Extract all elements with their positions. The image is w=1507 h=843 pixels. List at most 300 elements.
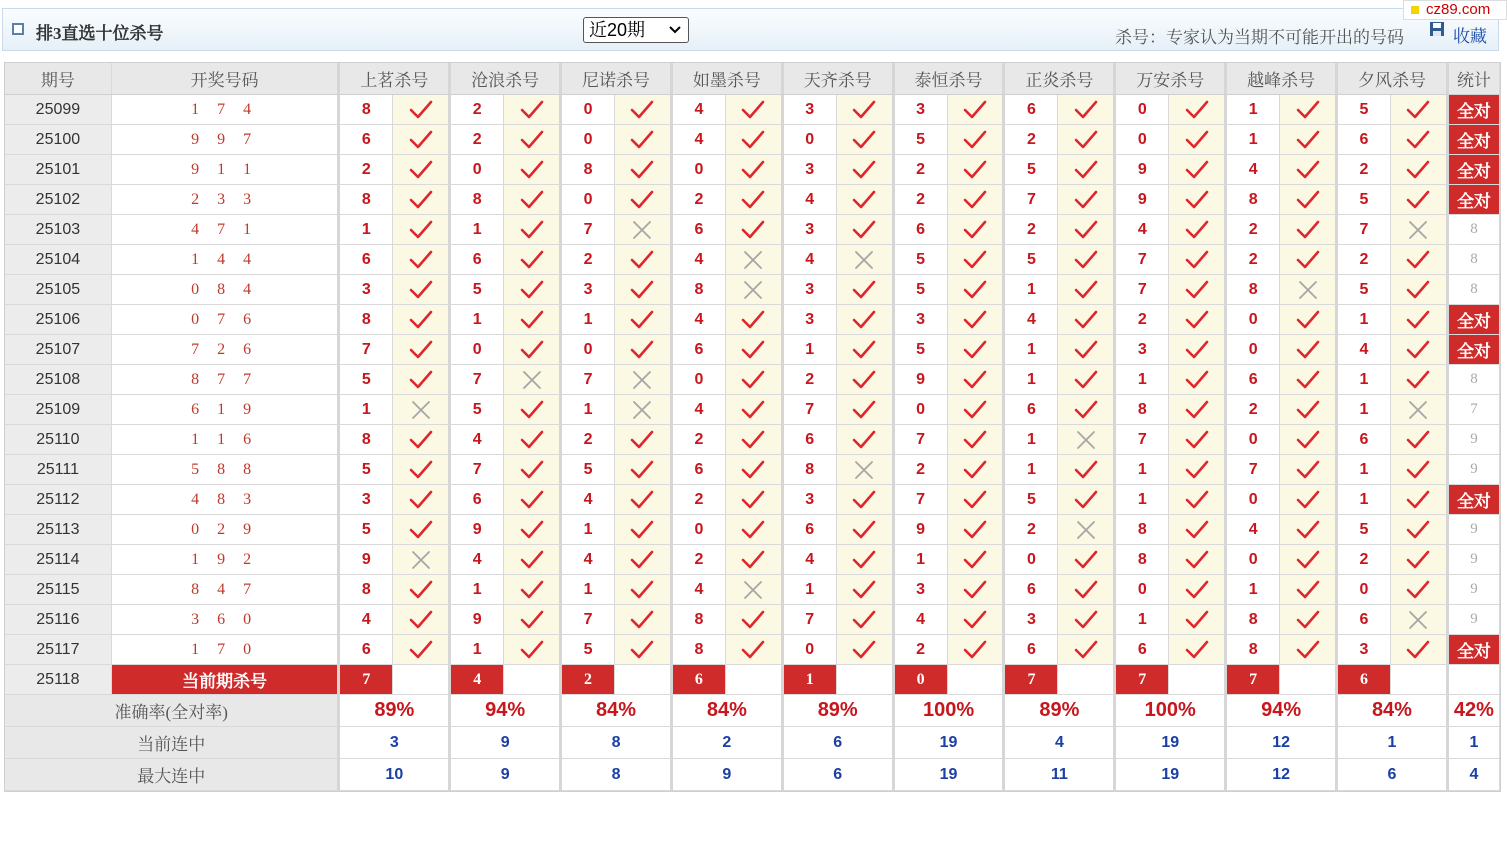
result-mark-cell [1280, 515, 1338, 545]
result-mark-cell [393, 275, 451, 305]
check-icon [962, 579, 988, 601]
kill-number-cell: 1 [562, 575, 615, 605]
kill-number-cell: 1 [1005, 335, 1058, 365]
check-icon [519, 639, 545, 661]
kill-number-cell: 2 [1005, 125, 1058, 155]
kill-number-cell: 1 [451, 215, 504, 245]
max-streak-value: 19 [895, 759, 1006, 791]
kill-number-cell: 9 [895, 515, 948, 545]
favorite-link[interactable]: 收藏 [1453, 27, 1487, 46]
kill-number-cell: 5 [340, 455, 393, 485]
result-mark-cell [504, 125, 562, 155]
result-mark-cell [948, 515, 1006, 545]
check-icon [962, 519, 988, 541]
result-mark-cell [837, 155, 895, 185]
kill-number-cell: 2 [1227, 245, 1280, 275]
result-mark-cell [393, 635, 451, 665]
kill-number-cell: 6 [895, 215, 948, 245]
current-kill-number: 7 [1227, 665, 1280, 695]
check-icon [408, 309, 434, 331]
check-icon [519, 219, 545, 241]
draw-number-cell: 8 7 7 [112, 365, 341, 395]
check-icon [962, 399, 988, 421]
result-mark-cell [1058, 635, 1116, 665]
check-icon [1295, 189, 1321, 211]
check-icon [740, 339, 766, 361]
table-row [5, 95, 1500, 125]
draw-number-cell: 6 1 9 [112, 395, 341, 425]
period-cell: 25115 [5, 575, 112, 605]
check-icon [519, 579, 545, 601]
check-icon [519, 249, 545, 271]
max-streak-value: 8 [562, 759, 673, 791]
result-mark-cell [615, 635, 673, 665]
kill-number-cell: 4 [1227, 515, 1280, 545]
kill-number-cell: 7 [1116, 425, 1169, 455]
check-icon [629, 339, 655, 361]
accuracy-value: 84% [562, 695, 673, 727]
check-icon [962, 549, 988, 571]
period-cell: 25106 [5, 305, 112, 335]
result-mark-cell [948, 455, 1006, 485]
check-icon [1405, 549, 1431, 571]
accuracy-row-label: 准确率(全对率) [5, 695, 340, 727]
kill-number-cell: 7 [1227, 455, 1280, 485]
period-cell: 25117 [5, 635, 112, 665]
check-icon [1295, 639, 1321, 661]
result-mark-cell [1058, 275, 1116, 305]
check-icon [740, 219, 766, 241]
correct-count-cell: 9 [1449, 425, 1500, 455]
cross-icon [629, 219, 655, 241]
check-icon [1073, 579, 1099, 601]
check-icon [408, 489, 434, 511]
accuracy-value: 94% [451, 695, 562, 727]
check-icon [851, 99, 877, 121]
result-mark-cell [504, 575, 562, 605]
check-icon [851, 339, 877, 361]
table-row [5, 155, 1500, 185]
kill-number-cell: 3 [340, 485, 393, 515]
kill-number-cell: 7 [1338, 215, 1391, 245]
accuracy-value: 89% [1005, 695, 1116, 727]
check-icon [962, 639, 988, 661]
period-cell: 25116 [5, 605, 112, 635]
cross-icon [629, 399, 655, 421]
current-kill-number: 2 [562, 665, 615, 695]
kill-number-cell: 1 [895, 545, 948, 575]
result-mark-cell [837, 275, 895, 305]
check-icon [519, 279, 545, 301]
check-icon [962, 279, 988, 301]
kill-number-cell: 0 [673, 515, 726, 545]
kill-number-cell: 1 [1005, 455, 1058, 485]
check-icon [408, 519, 434, 541]
result-mark-cell [948, 215, 1006, 245]
kill-number-cell: 1 [1227, 125, 1280, 155]
result-mark-cell [504, 185, 562, 215]
result-mark-cell [726, 545, 784, 575]
all-correct-badge: 全对 [1449, 125, 1500, 155]
check-icon [1405, 429, 1431, 451]
period-cell: 25111 [5, 455, 112, 485]
check-icon [408, 429, 434, 451]
accuracy-value: 42% [1449, 695, 1500, 727]
kill-number-cell: 5 [1005, 485, 1058, 515]
cross-icon [519, 369, 545, 391]
check-icon [1184, 99, 1210, 121]
result-mark-cell [393, 95, 451, 125]
draw-number-cell: 0 8 4 [112, 275, 341, 305]
result-mark-cell [615, 155, 673, 185]
check-icon [740, 309, 766, 331]
check-icon [740, 189, 766, 211]
check-icon [1073, 369, 1099, 391]
result-mark-cell [1058, 365, 1116, 395]
table-row [5, 605, 1500, 635]
result-mark-cell [726, 395, 784, 425]
check-icon [519, 489, 545, 511]
kill-number-cell: 1 [1338, 455, 1391, 485]
draw-number-cell: 9 9 7 [112, 125, 341, 155]
check-icon [408, 639, 434, 661]
kill-number-cell: 7 [1005, 185, 1058, 215]
kill-number-cell: 1 [1005, 365, 1058, 395]
kill-number-cell: 5 [340, 515, 393, 545]
cross-icon [851, 459, 877, 481]
result-mark-cell [1058, 155, 1116, 185]
result-mark-cell [726, 125, 784, 155]
kill-number-cell: 8 [1116, 395, 1169, 425]
check-icon [519, 309, 545, 331]
check-icon [408, 339, 434, 361]
result-mark-cell [1280, 335, 1338, 365]
check-icon [1184, 249, 1210, 271]
period-cell: 25099 [5, 95, 112, 125]
result-mark-cell [393, 425, 451, 455]
check-icon [1184, 639, 1210, 661]
period-cell: 25105 [5, 275, 112, 305]
kill-number-cell: 4 [673, 125, 726, 155]
cross-icon [1295, 279, 1321, 301]
result-mark-cell [615, 335, 673, 365]
result-mark-cell [1391, 605, 1449, 635]
max-streak-value: 9 [451, 759, 562, 791]
current-streak-value: 3 [340, 727, 451, 759]
check-icon [851, 639, 877, 661]
current-streak-value: 1 [1338, 727, 1449, 759]
result-mark-cell [948, 185, 1006, 215]
kill-number-cell: 6 [673, 215, 726, 245]
check-icon [851, 519, 877, 541]
result-mark-cell [726, 635, 784, 665]
check-icon [629, 249, 655, 271]
result-mark-cell [393, 155, 451, 185]
result-mark-cell [1280, 305, 1338, 335]
result-mark-cell [1058, 185, 1116, 215]
kill-number-cell: 2 [673, 425, 726, 455]
current-blank-cell [1391, 665, 1449, 695]
check-icon [1405, 579, 1431, 601]
check-icon [1405, 459, 1431, 481]
check-icon [629, 579, 655, 601]
check-icon [519, 189, 545, 211]
check-icon [408, 219, 434, 241]
check-icon [740, 429, 766, 451]
cross-icon [408, 549, 434, 571]
accuracy-value: 84% [673, 695, 784, 727]
kill-number-cell: 6 [1338, 125, 1391, 155]
cross-icon [1405, 399, 1431, 421]
check-icon [740, 99, 766, 121]
kill-number-cell: 2 [1227, 215, 1280, 245]
table-row [5, 635, 1500, 665]
result-mark-cell [1058, 395, 1116, 425]
kill-number-cell: 1 [784, 335, 837, 365]
result-mark-cell [393, 185, 451, 215]
kill-number-cell: 3 [1005, 605, 1058, 635]
kill-number-cell: 0 [1227, 545, 1280, 575]
correct-count-cell: 8 [1449, 215, 1500, 245]
check-icon [629, 549, 655, 571]
kill-number-cell: 6 [1227, 365, 1280, 395]
current-period-row [5, 665, 1500, 695]
kill-number-cell: 8 [673, 635, 726, 665]
current-streak-value: 19 [1116, 727, 1227, 759]
check-icon [1184, 339, 1210, 361]
kill-number-cell: 7 [562, 215, 615, 245]
table-row [5, 395, 1500, 425]
result-mark-cell [948, 395, 1006, 425]
kill-number-cell: 4 [340, 605, 393, 635]
result-mark-cell [1280, 455, 1338, 485]
check-icon [519, 339, 545, 361]
table-header-row [5, 63, 1500, 95]
kill-number-cell: 4 [451, 545, 504, 575]
result-mark-cell [1280, 245, 1338, 275]
kill-number-cell: 8 [340, 575, 393, 605]
check-icon [629, 489, 655, 511]
check-icon [962, 459, 988, 481]
period-cell: 25110 [5, 425, 112, 455]
check-icon [851, 609, 877, 631]
result-mark-cell [615, 575, 673, 605]
check-icon [408, 279, 434, 301]
result-mark-cell [1280, 635, 1338, 665]
period-cell: 25109 [5, 395, 112, 425]
current-streak-value: 9 [451, 727, 562, 759]
kill-number-cell: 6 [784, 515, 837, 545]
kill-number-cell: 5 [1338, 515, 1391, 545]
kill-number-cell: 2 [673, 485, 726, 515]
kill-number-cell: 3 [895, 575, 948, 605]
table-row [5, 485, 1500, 515]
accuracy-value: 89% [784, 695, 895, 727]
result-mark-cell [615, 95, 673, 125]
draw-number-cell: 5 8 8 [112, 455, 341, 485]
check-icon [740, 489, 766, 511]
check-icon [1405, 339, 1431, 361]
kill-number-cell: 4 [1116, 215, 1169, 245]
kill-number-cell: 4 [673, 95, 726, 125]
all-correct-badge: 全对 [1449, 485, 1500, 515]
result-mark-cell [726, 485, 784, 515]
result-mark-cell [837, 575, 895, 605]
table-row [5, 125, 1500, 155]
kill-number-cell: 3 [1338, 635, 1391, 665]
check-icon [851, 549, 877, 571]
kill-number-cell: 1 [451, 575, 504, 605]
check-icon [408, 99, 434, 121]
kill-number-cell: 2 [1338, 245, 1391, 275]
kill-number-cell: 1 [451, 305, 504, 335]
result-mark-cell [1169, 575, 1227, 605]
result-mark-cell [615, 395, 673, 425]
header-expert: 夕风杀号 [1338, 63, 1449, 95]
result-mark-cell [1391, 635, 1449, 665]
accuracy-value: 100% [1116, 695, 1227, 727]
check-icon [962, 489, 988, 511]
kill-number-cell: 3 [895, 95, 948, 125]
result-mark-cell [837, 125, 895, 155]
check-icon [519, 399, 545, 421]
period-cell: 25103 [5, 215, 112, 245]
result-mark-cell [1391, 335, 1449, 365]
current-streak-value: 8 [562, 727, 673, 759]
check-icon [851, 189, 877, 211]
check-icon [1295, 429, 1321, 451]
current-blank-cell [1280, 665, 1338, 695]
kill-number-cell: 8 [562, 155, 615, 185]
current-kill-number: 7 [1116, 665, 1169, 695]
check-icon [629, 129, 655, 151]
correct-count-cell: 7 [1449, 395, 1500, 425]
result-mark-cell [948, 245, 1006, 275]
kill-number-cell: 1 [1116, 485, 1169, 515]
result-mark-cell [504, 515, 562, 545]
current-streak-value: 19 [895, 727, 1006, 759]
kill-number-cell: 0 [1227, 335, 1280, 365]
result-mark-cell [615, 455, 673, 485]
all-correct-badge: 全对 [1449, 155, 1500, 185]
period-range-select[interactable] [583, 17, 689, 43]
draw-number-cell: 1 4 4 [112, 245, 341, 275]
kill-number-cell: 1 [1338, 395, 1391, 425]
kill-number-cell: 6 [1005, 575, 1058, 605]
kill-number-cell: 6 [1338, 425, 1391, 455]
result-mark-cell [504, 425, 562, 455]
check-icon [851, 579, 877, 601]
kill-number-cell: 2 [895, 185, 948, 215]
result-mark-cell [948, 605, 1006, 635]
current-kill-number: 7 [340, 665, 393, 695]
check-icon [1405, 129, 1431, 151]
table-row [5, 275, 1500, 305]
kill-number-cell: 8 [673, 605, 726, 635]
result-mark-cell [726, 215, 784, 245]
draw-number-cell: 3 6 0 [112, 605, 341, 635]
current-blank-cell [393, 665, 451, 695]
draw-number-cell: 4 8 3 [112, 485, 341, 515]
save-disk-icon[interactable] [1429, 21, 1445, 37]
result-mark-cell [504, 155, 562, 185]
check-icon [1295, 459, 1321, 481]
kill-number-cell: 0 [784, 635, 837, 665]
kill-number-cell: 8 [340, 305, 393, 335]
result-mark-cell [1169, 335, 1227, 365]
result-mark-cell [837, 515, 895, 545]
result-mark-cell [1391, 485, 1449, 515]
result-mark-cell [837, 335, 895, 365]
result-mark-cell [1391, 425, 1449, 455]
check-icon [1405, 489, 1431, 511]
check-icon [1184, 459, 1210, 481]
kill-number-cell: 1 [1227, 575, 1280, 605]
current-kill-label: 当前期杀号 [112, 665, 341, 695]
check-icon [408, 609, 434, 631]
kill-number-cell: 7 [562, 365, 615, 395]
kill-number-cell: 2 [1005, 215, 1058, 245]
result-mark-cell [504, 395, 562, 425]
check-icon [851, 159, 877, 181]
current-kill-number: 1 [784, 665, 837, 695]
check-icon [1405, 279, 1431, 301]
draw-number-cell: 8 4 7 [112, 575, 341, 605]
all-correct-badge: 全对 [1449, 185, 1500, 215]
result-mark-cell [948, 125, 1006, 155]
table-row [5, 365, 1500, 395]
cross-icon [1405, 219, 1431, 241]
result-mark-cell [393, 575, 451, 605]
result-mark-cell [1058, 425, 1116, 455]
table-row [5, 455, 1500, 485]
header-expert: 沧浪杀号 [451, 63, 562, 95]
max-streak-value: 6 [784, 759, 895, 791]
check-icon [851, 399, 877, 421]
result-mark-cell [504, 365, 562, 395]
result-mark-cell [1391, 305, 1449, 335]
kill-number-cell: 4 [784, 545, 837, 575]
kill-number-cell: 4 [451, 425, 504, 455]
result-mark-cell [1169, 485, 1227, 515]
top-bar [2, 8, 1499, 51]
kill-number-cell: 1 [451, 635, 504, 665]
kill-number-cell: 6 [1116, 635, 1169, 665]
kill-number-cell: 5 [451, 275, 504, 305]
kill-number-cell: 8 [673, 275, 726, 305]
kill-number-cell: 1 [1116, 455, 1169, 485]
all-correct-badge: 全对 [1449, 305, 1500, 335]
correct-count-cell: 9 [1449, 455, 1500, 485]
kill-number-cell: 0 [562, 185, 615, 215]
kill-number-cell: 9 [1116, 155, 1169, 185]
table-row [5, 215, 1500, 245]
kill-number-cell: 0 [451, 155, 504, 185]
check-icon [1184, 489, 1210, 511]
check-icon [851, 369, 877, 391]
max-streak-value: 12 [1227, 759, 1338, 791]
result-mark-cell [948, 575, 1006, 605]
draw-number-cell: 1 1 6 [112, 425, 341, 455]
check-icon [1073, 399, 1099, 421]
check-icon [740, 369, 766, 391]
result-mark-cell [1058, 305, 1116, 335]
check-icon [1295, 309, 1321, 331]
result-mark-cell [726, 95, 784, 125]
kill-number-cell: 0 [562, 95, 615, 125]
header-expert: 上茗杀号 [340, 63, 451, 95]
result-mark-cell [837, 365, 895, 395]
